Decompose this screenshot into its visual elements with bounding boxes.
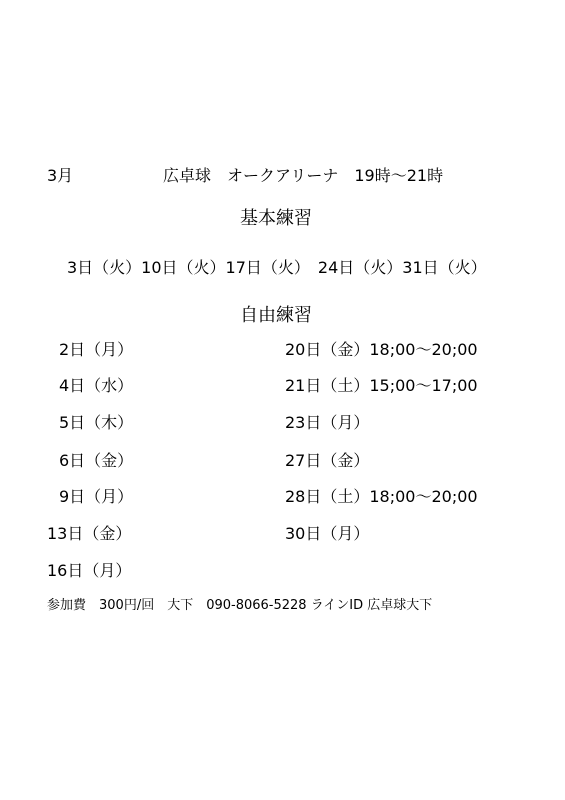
schedule-item: 13日（金） <box>47 524 132 543</box>
basic-practice-title: 基本練習 <box>240 208 312 229</box>
schedule-item: 23日（月） <box>285 413 370 432</box>
schedule-item: 5日（木） <box>59 413 134 432</box>
schedule-item: 9日（月） <box>59 487 134 506</box>
schedule-item: 6日（金） <box>59 451 134 470</box>
schedule-item: 4日（水） <box>59 376 134 395</box>
venue-time-line: 広卓球 オークアリーナ 19時～21時 <box>163 166 444 185</box>
basic-practice-dates: 3日（火）10日（火）17日（火） 24日（火）31日（火） <box>67 258 487 277</box>
schedule-item: 20日（金）18;00～20;00 <box>285 340 478 359</box>
schedule-item: 16日（月） <box>47 561 132 580</box>
schedule-item: 2日（月） <box>59 340 134 359</box>
fee-contact-line: 参加費 300円/回 大下 090-8066-5228 ラインID 広卓球大下 <box>47 598 433 613</box>
month-label: 3月 <box>47 166 74 185</box>
free-practice-title: 自由練習 <box>240 305 312 326</box>
schedule-item: 27日（金） <box>285 451 370 470</box>
schedule-item: 21日（土）15;00～17;00 <box>285 376 478 395</box>
schedule-item: 30日（月） <box>285 524 370 543</box>
schedule-item: 28日（土）18;00～20;00 <box>285 487 478 506</box>
